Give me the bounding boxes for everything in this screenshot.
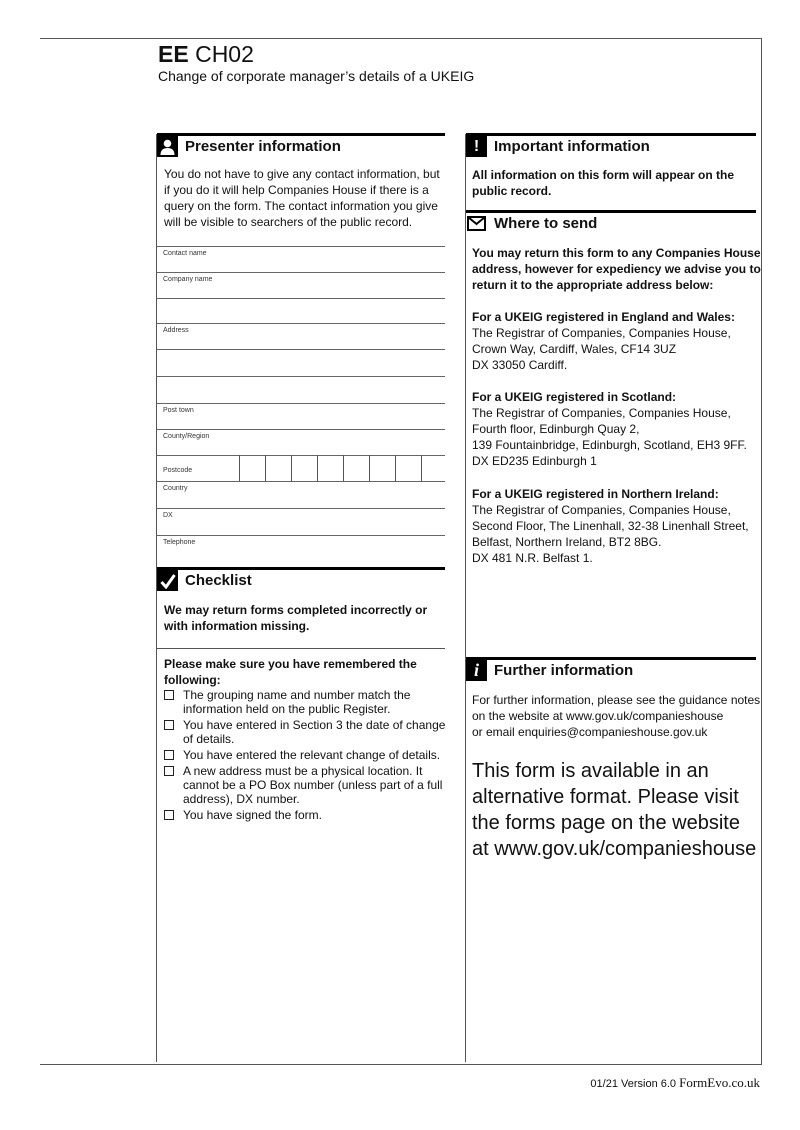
envelope-icon <box>466 213 487 234</box>
address-scotland: For a UKEIG registered in Scotland: The Registrar of Companies, Companies House, Fourth floor, Edinburgh Quay 2, 139 Fountainbridge, Edinburgh, Scotland, EH3 9FF. DX ED235 Edinburgh 1 <box>472 390 747 468</box>
further-info-section-heading: i Further information <box>466 657 756 684</box>
postcode-box-divider <box>343 455 344 481</box>
checkbox-icon[interactable] <box>164 766 174 776</box>
exclamation-icon: ! <box>466 136 487 157</box>
postcode-box-divider <box>369 455 370 481</box>
checkbox-icon[interactable] <box>164 690 174 700</box>
address-england: For a UKEIG registered in England and Wales: The Registrar of Companies, Companies House, Crown Way, Cardiff, Wales, CF14 3UZ DX 33050 Cardiff. <box>472 310 735 372</box>
checklist-intro: We may return forms completed incorrectly or with information missing. <box>164 603 428 633</box>
address-field-line3[interactable] <box>157 376 445 403</box>
alternative-format-notice: This form is available in an alternative format. Please visit the forms page on the website at www.gov.uk/companieshouse <box>472 760 757 860</box>
footer: 01/21 Version 6.0 FormEvo.co.uk <box>590 1075 760 1090</box>
checkbox-icon[interactable] <box>164 750 174 760</box>
checklist-reminder: Please make sure you have remembered the following: <box>164 657 417 687</box>
dx-field[interactable]: DX <box>157 508 445 535</box>
form-code: EE CH02 <box>158 41 254 67</box>
checklist-item[interactable]: You have signed the form. <box>164 808 448 822</box>
post-town-field[interactable]: Post town <box>157 403 445 429</box>
checklist-items <box>164 688 448 824</box>
checkmark-icon <box>157 570 178 591</box>
postcode-box-divider <box>291 455 292 481</box>
company-name-field[interactable]: Company name <box>157 272 445 298</box>
telephone-field[interactable]: Telephone <box>157 535 445 562</box>
where-to-send-section-heading: Where to send <box>466 210 756 237</box>
info-icon: i <box>466 660 487 681</box>
where-to-send-intro: You may return this form to any Companies House address, however for expediency we advise you to return it to the appropriate address below: <box>472 246 761 292</box>
checklist-item[interactable]: You have entered in Section 3 the date of change of details. <box>164 718 448 746</box>
address-northern-ireland: For a UKEIG registered in Northern Ireland: The Registrar of Companies, Companies House, Second Floor, The Linenhall, 32-38 Linenhall Street, Belfast, Northern Ireland, BT2 8BG. DX 481 N.R. Belfast 1. <box>472 487 749 565</box>
postcode-box-divider <box>239 455 240 481</box>
checklist-item[interactable]: The grouping name and number match the information held on the public Register. <box>164 688 448 716</box>
form-title: Change of corporate manager’s details of a UKEIG <box>158 68 475 84</box>
postcode-box-divider <box>395 455 396 481</box>
person-icon <box>157 136 178 157</box>
checklist-section-heading: Checklist <box>157 567 445 594</box>
checklist-divider <box>157 648 445 649</box>
checkbox-icon[interactable] <box>164 810 174 820</box>
postcode-field[interactable]: Postcode <box>157 455 445 481</box>
important-text: All information on this form will appear on the public record. <box>472 168 735 198</box>
postcode-box-divider <box>421 455 422 481</box>
address-field-line2[interactable] <box>157 349 445 376</box>
postcode-box-divider <box>317 455 318 481</box>
checklist-item[interactable]: You have entered the relevant change of details. <box>164 748 448 762</box>
right-column-border <box>465 134 466 1062</box>
postcode-box-divider <box>265 455 266 481</box>
address-field[interactable]: Address <box>157 323 445 349</box>
important-section-heading: ! Important information <box>466 133 756 160</box>
company-name-field-line2[interactable] <box>157 298 445 323</box>
bottom-border <box>40 1064 762 1065</box>
presenter-intro: You do not have to give any contact information, but if you do it will help Companies House if there is a query on the form. The contact information you give will be visible to searchers of the public record. <box>164 167 440 229</box>
checkbox-icon[interactable] <box>164 720 174 730</box>
presenter-section-heading: Presenter information <box>157 133 445 160</box>
top-border <box>40 38 762 39</box>
country-field[interactable]: Country <box>157 481 445 508</box>
contact-name-field[interactable]: Contact name <box>157 246 445 272</box>
county-region-field[interactable]: County/Region <box>157 429 445 455</box>
further-info-text: For further information, please see the guidance notes on the website at www.gov.uk/companieshouse or email enquiries@companieshouse.gov.uk <box>472 693 761 739</box>
checklist-item[interactable]: A new address must be a physical location. It cannot be a PO Box number (unless part of a full address), DX number. <box>164 764 448 806</box>
